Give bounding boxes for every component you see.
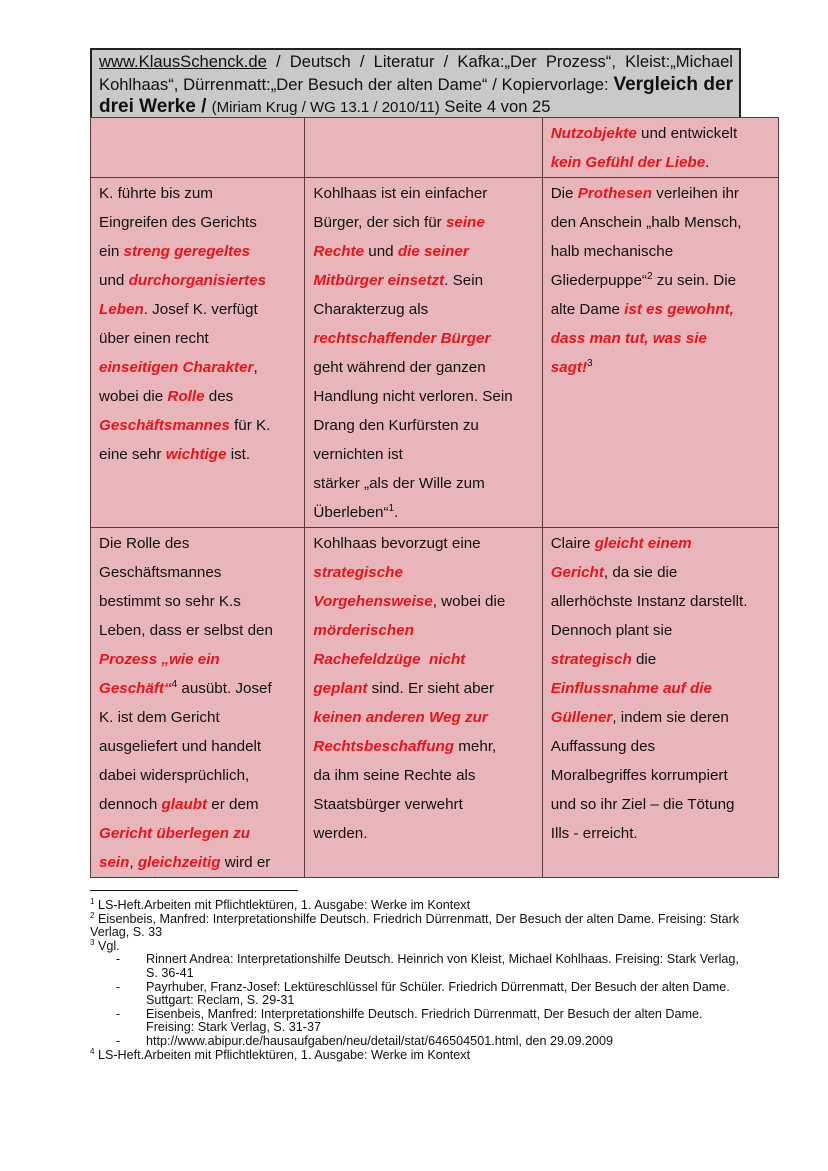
footnote-1 bbox=[90, 896, 740, 913]
cell-text: und bbox=[364, 243, 398, 260]
emphasis-text: strategisch bbox=[550, 651, 632, 668]
site-link[interactable]: www.KlausSchenck.de bbox=[99, 52, 267, 71]
cell-text: . bbox=[394, 504, 399, 521]
table-cell bbox=[542, 528, 778, 878]
cell-text: die bbox=[635, 651, 657, 668]
table-cell bbox=[305, 118, 542, 178]
footnote-3 bbox=[90, 937, 740, 954]
footnote-3-item bbox=[90, 981, 740, 1008]
emphasis-text: keinen anderen Weg zur Rechtsbeschaffung bbox=[313, 709, 488, 755]
table-row bbox=[91, 528, 779, 878]
header-path: / Deutsch / Literatur / Kafka:„Der Prozess“, Kleist:„Michael Kohlhaas“, Dürrenmatt:„Der Besuch der alten Dame“ / Kopiervorlage: bbox=[99, 52, 733, 94]
emphasis-text: Gericht überlegen zu sein bbox=[99, 825, 251, 871]
footnote-3-item bbox=[90, 1008, 740, 1035]
cell-text: , wobei die bbox=[99, 359, 258, 405]
footnote-ref: 3 bbox=[587, 357, 593, 369]
footnote-2 bbox=[90, 910, 740, 940]
emphasis-text: die seiner Mitbürger einsetzt bbox=[313, 243, 469, 289]
cell-text: und bbox=[99, 272, 125, 289]
header-title: Vergleich der drei Werke bbox=[99, 73, 733, 117]
emphasis-text: Prothesen bbox=[577, 185, 653, 202]
table-cell bbox=[542, 178, 778, 528]
cell-text: wird er bbox=[220, 854, 271, 871]
cell-text: Kohlhaas ist ein einfacher Bürger, der sich für bbox=[313, 185, 488, 231]
footnote-text: Eisenbeis, Manfred: Interpretationshilfe Deutsch. Friedrich Dürrenmatt, Der Besuch der alten Dame. Freising: Stark Verlag, S. 33 bbox=[90, 911, 740, 940]
comparison-table bbox=[90, 117, 779, 878]
cell-text: geht während der ganzen Handlung nicht verloren. Sein Drang den Kurfürsten zu vernichten ist stärker „als der Wille zum Überleben“ bbox=[313, 359, 513, 521]
emphasis-text: kein Gefühl der Liebe bbox=[550, 154, 706, 171]
footnote-ref: Payrhuber, Franz-Josef: Lektüreschlüssel für Schüler. Friedrich Dürrenmatt, Der Besuch der alten Dame. Suttgart: Reclam, S. 29-31 bbox=[146, 979, 730, 1008]
emphasis-text: streng geregeltes bbox=[123, 243, 251, 260]
emphasis-text: rechtschaffender Bürger bbox=[313, 330, 491, 347]
bullet-dash: - bbox=[115, 1006, 121, 1021]
header-separator: / bbox=[195, 96, 212, 117]
footnote-text: LS-Heft.Arbeiten mit Pflichtlektüren, 1. Ausgabe: Werke im Kontext bbox=[94, 1047, 471, 1062]
table-cell bbox=[305, 528, 542, 878]
emphasis-text: Leben bbox=[99, 301, 144, 318]
emphasis-text: ist es gewohnt, dass man tut, was sie sagt! bbox=[550, 301, 734, 376]
cell-text: Claire bbox=[550, 535, 595, 552]
emphasis-text: glaubt bbox=[161, 796, 208, 813]
bullet-dash: - bbox=[115, 979, 121, 994]
emphasis-text: Einflussnahme auf die Güllener bbox=[550, 680, 712, 726]
footnote-number: 4 bbox=[90, 1046, 95, 1056]
table-cell bbox=[305, 178, 542, 528]
cell-text: er dem bbox=[211, 796, 259, 813]
emphasis-text: Rolle bbox=[167, 388, 205, 405]
footnote-3-item bbox=[90, 953, 740, 980]
table-row bbox=[91, 118, 779, 178]
footnote-text: LS-Heft.Arbeiten mit Pflichtlektüren, 1. Ausgabe: Werke im Kontext bbox=[94, 898, 471, 912]
cell-text: K. führte bis zum Eingreifen des Gerichts ein bbox=[99, 185, 257, 260]
emphasis-text: gleichzeitig bbox=[137, 854, 221, 871]
cell-text: Die Rolle des Geschäftsmannes bestimmt so sehr K.s Leben, dass er selbst den bbox=[99, 535, 273, 639]
table-row bbox=[91, 178, 779, 528]
table-cell bbox=[91, 528, 305, 878]
cell-text: . bbox=[705, 154, 710, 171]
table-cell bbox=[91, 118, 305, 178]
cell-text: mehr, da ihm seine Rechte als Staatsbürger verwehrt werden. bbox=[313, 738, 497, 842]
footnote-number: 2 bbox=[90, 910, 95, 920]
emphasis-text: durchorganisiertes bbox=[128, 272, 267, 289]
cell-text: Die bbox=[550, 185, 578, 202]
cell-text: Kohlhaas bevorzugt eine bbox=[313, 535, 481, 552]
table-cell bbox=[542, 118, 778, 178]
emphasis-text: seine Rechte bbox=[313, 214, 485, 260]
header-page: Seite 4 von 25 bbox=[439, 97, 551, 116]
emphasis-text: einseitigen Charakter bbox=[99, 359, 254, 376]
footnote-number: 1 bbox=[90, 896, 95, 906]
cell-text: zu sein. Die alte Dame bbox=[550, 272, 737, 318]
cell-text: ausübt. Josef K. ist dem Gericht ausgeliefert und handelt dabei widersprüchlich, dennoch bbox=[99, 680, 272, 813]
cell-text: , wobei die bbox=[432, 593, 506, 610]
cell-text: für K. eine sehr bbox=[99, 417, 271, 463]
footnote-ref: Eisenbeis, Manfred: Interpretationshilfe Deutsch. Friedrich Dürrenmatt, Der Besuch der alten Dame. Freising: Stark Verlag, S. 31-37 bbox=[146, 1006, 703, 1035]
cell-text: und entwickelt bbox=[641, 125, 738, 142]
document-header bbox=[90, 48, 741, 124]
footnotes bbox=[90, 896, 740, 1062]
cell-text: , bbox=[129, 854, 138, 871]
footnote-text: Vgl. bbox=[94, 938, 120, 953]
footnote-ref[interactable]: http://www.abipur.de/hausaufgaben/neu/detail/stat/646504501.html, den 29.09.2009 bbox=[146, 1033, 614, 1048]
cell-text: ist. bbox=[226, 446, 251, 463]
cell-text: . Josef K. verfügt über einen recht bbox=[99, 301, 258, 347]
emphasis-text: mörderischen Rachefeldzüge nicht geplant bbox=[313, 622, 466, 697]
header-author: (Miriam Krug / WG 13.1 / 2010/11) bbox=[211, 99, 440, 116]
footnote-divider bbox=[90, 890, 298, 891]
cell-text: verleihen ihr den Anschein „halb Mensch, halb mechanische Gliederpuppe“ bbox=[550, 185, 742, 289]
footnote-4 bbox=[90, 1046, 740, 1063]
footnote-ref: 4 bbox=[171, 678, 178, 690]
cell-text: , indem sie deren Auffassung des Moralbegriffes korrumpiert und so ihr Ziel – die Tötung Ills - erreicht. bbox=[550, 709, 735, 842]
cell-text: . Sein Charakterzug als bbox=[313, 272, 484, 318]
cell-text: , da sie die allerhöchste Instanz darstellt. Dennoch plant sie bbox=[550, 564, 748, 639]
footnote-number: 3 bbox=[90, 937, 95, 947]
emphasis-text: gleicht einem Gericht bbox=[550, 535, 692, 581]
footnote-ref: Rinnert Andrea: Interpretationshilfe Deutsch. Heinrich von Kleist, Michael Kohlhaas. Freising: Stark Verlag, S. 36-41 bbox=[146, 952, 739, 980]
emphasis-text: wichtige bbox=[165, 446, 227, 463]
emphasis-text: Prozess „wie ein Geschäft“ bbox=[99, 651, 220, 697]
footnote-3-item bbox=[90, 1035, 740, 1049]
footnote-ref: 1 bbox=[388, 502, 395, 514]
emphasis-text: strategische Vorgehensweise bbox=[313, 564, 433, 610]
emphasis-text: Nutzobjekte bbox=[550, 125, 637, 142]
table-cell bbox=[91, 178, 305, 528]
bullet-dash: - bbox=[115, 952, 121, 967]
footnote-ref: 2 bbox=[646, 270, 653, 282]
cell-text: des bbox=[208, 388, 234, 405]
bullet-dash: - bbox=[115, 1033, 121, 1048]
cell-text: sind. Er sieht aber bbox=[371, 680, 495, 697]
emphasis-text: Geschäftsmannes bbox=[99, 417, 230, 434]
